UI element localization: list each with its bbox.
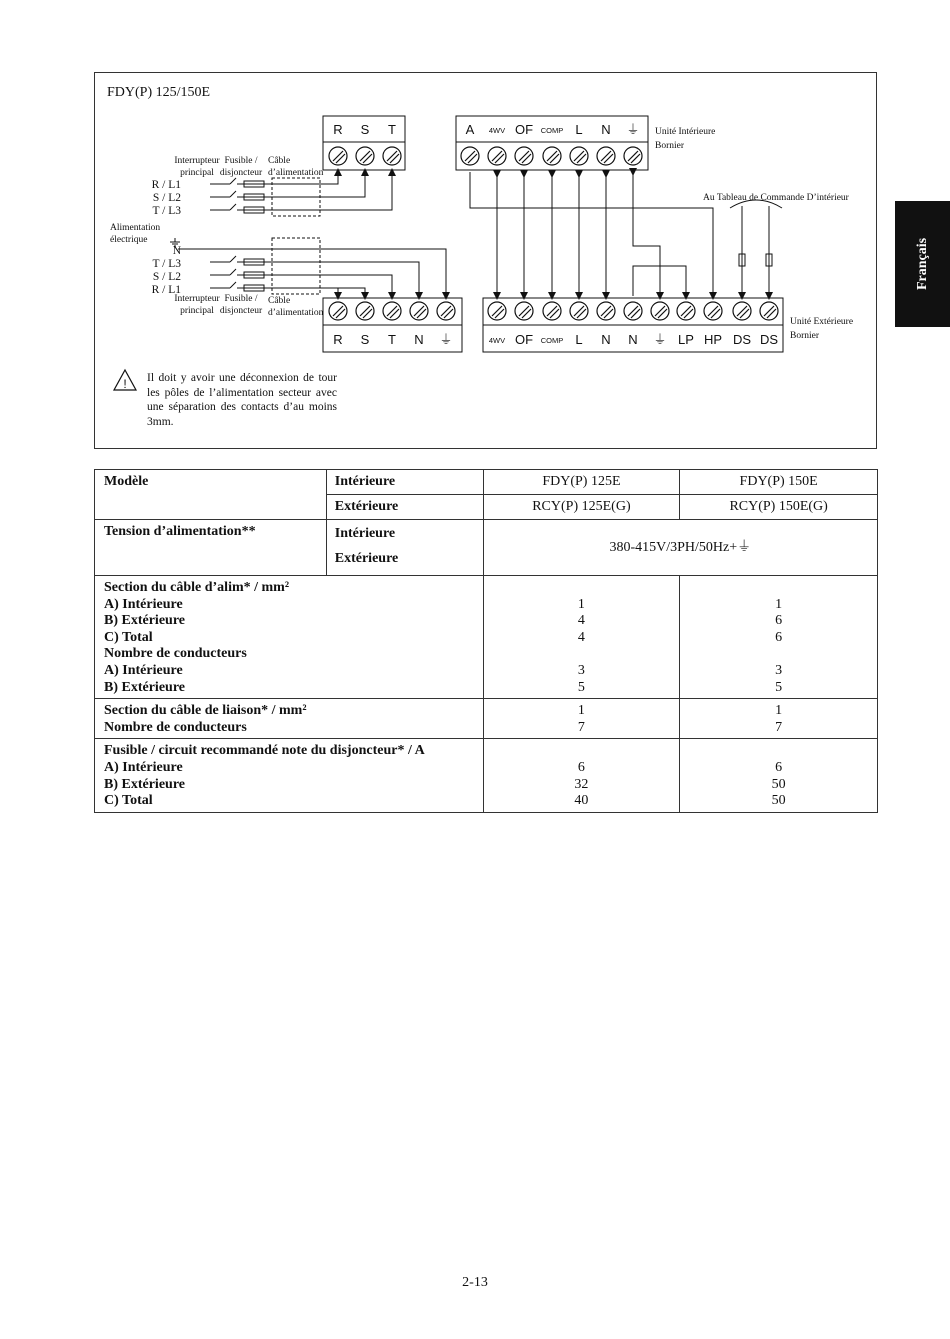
- table-row: [95, 576, 878, 699]
- cable-label: d’alimentation: [268, 168, 324, 178]
- phase-label: R / L1: [151, 284, 181, 296]
- table-cell: 7: [577, 719, 585, 735]
- table-cell: 6: [577, 759, 585, 775]
- diagram-title: FDY(P) 125/150E: [107, 85, 211, 100]
- cable-label: Câble: [268, 156, 291, 166]
- table-cell: 7: [775, 719, 783, 735]
- table-row: [95, 520, 878, 576]
- table-cell: 1: [577, 703, 585, 719]
- table-cell: FDY(P) 150E: [680, 470, 878, 495]
- row-label: C) Total: [104, 793, 153, 809]
- section2-col2: [680, 699, 878, 739]
- section2-labels: [95, 699, 484, 739]
- indoor-label: Intérieure: [334, 526, 396, 541]
- row-label: A) Intérieure: [104, 759, 183, 775]
- terminal-label: OF: [514, 122, 534, 137]
- terminal-label: N: [628, 332, 638, 347]
- terminal-label: N: [601, 122, 611, 137]
- tableau-label: Au Tableau de Commande D’intérieur: [703, 193, 849, 203]
- fusible-label: disjoncteur: [219, 168, 263, 178]
- terminal-label: 4WV: [488, 126, 506, 135]
- wiring-diagram: [0, 0, 950, 460]
- table-cell: 6: [775, 759, 783, 775]
- section1-labels: [95, 576, 484, 699]
- warning-note: Il doit y avoir une déconnexion de tour les pôles de l’alimentation secteur avec une séparation des contacts d’au moins 3mm.: [147, 372, 337, 428]
- ground-icon: ⏚: [653, 332, 667, 347]
- row-label: Section du câble de liaison* / mm²: [104, 703, 307, 719]
- tension-value: 380-415V/3PH/50Hz+⏚: [483, 520, 877, 576]
- terminal-label: N: [601, 332, 611, 347]
- phase-label: S / L2: [152, 192, 181, 204]
- phase-label: T / L3: [152, 205, 181, 217]
- warning-icon: [114, 370, 136, 391]
- table-cell: FDY(P) 125E: [483, 470, 680, 495]
- table-cell: 6: [775, 613, 783, 629]
- table-cell: [680, 743, 877, 760]
- interrupteur-label: Interrupteur: [174, 294, 220, 304]
- fusible-label: disjoncteur: [219, 306, 263, 316]
- fusible-label: Fusible /: [224, 156, 258, 166]
- interrupteur-label: principal: [180, 168, 214, 178]
- terminal-label: L: [575, 332, 583, 347]
- row-label: B) Extérieure: [104, 613, 185, 629]
- outdoor-label: Extérieure: [326, 495, 483, 520]
- table-cell: [484, 646, 680, 663]
- row-label: B) Extérieure: [104, 776, 185, 792]
- terminal-label: 4WV: [488, 336, 506, 345]
- outdoor-label: Extérieure: [334, 551, 399, 566]
- terminal-label: DS: [732, 332, 752, 347]
- table-cell: 1: [577, 596, 585, 612]
- terminal-label: OF: [514, 332, 534, 347]
- terminal-label: R: [333, 122, 343, 137]
- table-cell: [484, 743, 680, 760]
- table-cell: [680, 580, 877, 597]
- phase-label: S / L2: [152, 271, 181, 283]
- terminal-label: R: [333, 332, 343, 347]
- table-cell: 4: [577, 613, 585, 629]
- section3-col1: [483, 739, 680, 812]
- table-cell: 3: [775, 662, 783, 678]
- tension-sub-labels: [326, 520, 483, 576]
- language-tab-label: Français: [914, 237, 930, 291]
- tension-label: Tension d’alimentation**: [95, 520, 327, 576]
- table-cell: 32: [574, 776, 589, 792]
- terminal-label: T: [388, 332, 396, 347]
- table-cell: [680, 646, 877, 663]
- outdoor-unit-label: Unité Extérieure: [790, 317, 854, 327]
- terminal-label: LP: [678, 332, 694, 347]
- table-cell: 40: [574, 793, 589, 809]
- terminal-label: N: [414, 332, 424, 347]
- table-cell: 3: [577, 662, 585, 678]
- model-label: Modèle: [95, 470, 327, 520]
- table-cell: 5: [775, 679, 783, 695]
- table-cell: RCY(P) 150E(G): [680, 495, 878, 520]
- row-label: B) Extérieure: [104, 679, 185, 695]
- terminal-label: L: [575, 122, 583, 137]
- table-row: [95, 470, 878, 495]
- section2-col1: [483, 699, 680, 739]
- table-cell: 5: [577, 679, 585, 695]
- phase-label: R / L1: [151, 179, 181, 191]
- terminal-label: T: [388, 122, 396, 137]
- interrupteur-label: Interrupteur: [174, 156, 220, 166]
- terminal-label: COMP: [540, 126, 564, 135]
- phase-label: T / L3: [152, 258, 181, 270]
- section1-col2: [680, 576, 878, 699]
- row-label: Fusible / circuit recommandé note du disjoncteur* / A: [104, 743, 425, 759]
- ground-icon: ⏚: [439, 332, 453, 347]
- terminal-label: S: [360, 122, 370, 137]
- fusible-label: Fusible /: [224, 294, 258, 304]
- indoor-label: Intérieure: [326, 470, 483, 495]
- table-cell: RCY(P) 125E(G): [483, 495, 680, 520]
- terminal-label: HP: [703, 332, 723, 347]
- row-label: Section du câble d’alim* / mm²: [104, 580, 290, 595]
- table-cell: 50: [771, 776, 786, 792]
- terminal-label: S: [360, 332, 370, 347]
- ground-icon: ⏚: [626, 122, 640, 137]
- page-number: 2-13: [462, 1275, 488, 1290]
- cable-label: Câble: [268, 296, 291, 306]
- table-row: [95, 699, 878, 739]
- table-cell: 1: [775, 596, 783, 612]
- section3-col2: [680, 739, 878, 812]
- table-cell: 4: [577, 629, 585, 645]
- alimentation-label: électrique: [110, 235, 148, 245]
- terminal-label: COMP: [540, 336, 564, 345]
- terminal-label: A: [465, 122, 475, 137]
- cable-label: d’alimentation: [268, 308, 324, 318]
- table-row: [95, 739, 878, 812]
- outdoor-unit-label: Bornier: [790, 331, 820, 341]
- section3-labels: [95, 739, 484, 812]
- alimentation-label: Alimentation: [110, 223, 161, 233]
- row-label: Nombre de conducteurs: [104, 646, 247, 662]
- indoor-unit-label: Bornier: [655, 141, 685, 151]
- table-cell: 1: [775, 703, 783, 719]
- row-label: C) Total: [104, 629, 153, 645]
- indoor-unit-label: Unité Intérieure: [655, 127, 716, 137]
- language-tab: [895, 201, 950, 327]
- phase-label: N: [172, 245, 181, 257]
- table-cell: 6: [775, 629, 783, 645]
- table-cell: 50: [771, 793, 786, 809]
- interrupteur-label: principal: [180, 306, 214, 316]
- row-label: A) Intérieure: [104, 596, 183, 612]
- terminal-label: DS: [759, 332, 779, 347]
- table-cell: [484, 580, 680, 597]
- section1-col1: [483, 576, 680, 699]
- spec-table: [94, 469, 878, 813]
- row-label: Nombre de conducteurs: [104, 719, 247, 735]
- row-label: A) Intérieure: [104, 662, 183, 678]
- svg-text:!: !: [123, 377, 127, 391]
